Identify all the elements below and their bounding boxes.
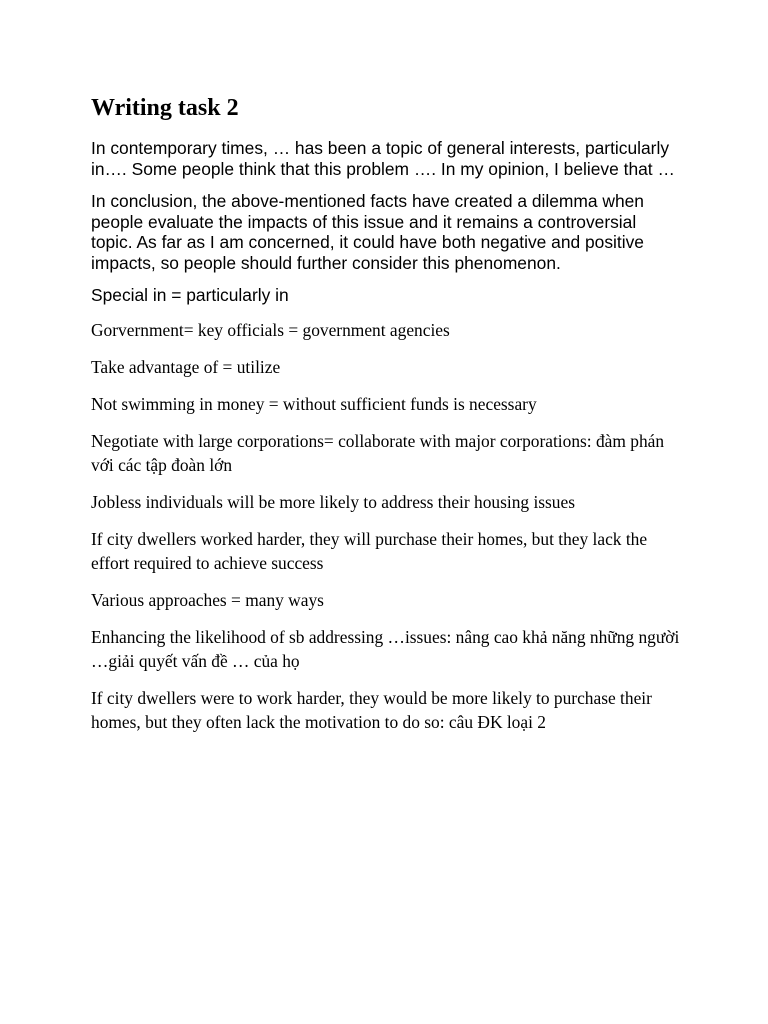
note-negotiate: Negotiate with large corporations= collaborate with major corporations: đàm phán với các tập đoàn lớn	[91, 430, 665, 475]
paragraph-conclusion: In conclusion, the above-mentioned facts have created a dilemma when people evaluate the impacts of this issue and it remains a controversial topic. As far as I am concerned, it could have both negative and positive impacts, so people should further consider this phenomenon.	[91, 191, 644, 273]
note-various-approaches: Various approaches = many ways	[91, 589, 324, 610]
note-conditional-type-2: If city dwellers were to work harder, they would be more likely to purchase their homes, but they often lack the motivation to do so: câu ĐK loại 2	[91, 687, 652, 732]
paragraph-special-in: Special in = particularly in	[91, 285, 289, 305]
document-title: Writing task 2	[91, 95, 239, 121]
note-enhancing-likelihood: Enhancing the likelihood of sb addressing …issues: nâng cao khả năng những người …giải quyết vấn đề … của họ	[91, 626, 680, 671]
note-not-swimming-in-money: Not swimming in money = without sufficient funds is necessary	[91, 393, 537, 414]
paragraph-introduction: In contemporary times, … has been a topic of general interests, particularly in…. Some people think that this problem …. In my opinion, I believe that …	[91, 138, 675, 179]
note-take-advantage: Take advantage of = utilize	[91, 356, 281, 377]
document-body	[91, 92, 681, 747]
note-government: Gorvernment= key officials = government agencies	[91, 319, 450, 340]
note-jobless-individuals: Jobless individuals will be more likely to address their housing issues	[91, 491, 575, 512]
note-city-dwellers-worked: If city dwellers worked harder, they will purchase their homes, but they lack the effort required to achieve success	[91, 528, 648, 573]
